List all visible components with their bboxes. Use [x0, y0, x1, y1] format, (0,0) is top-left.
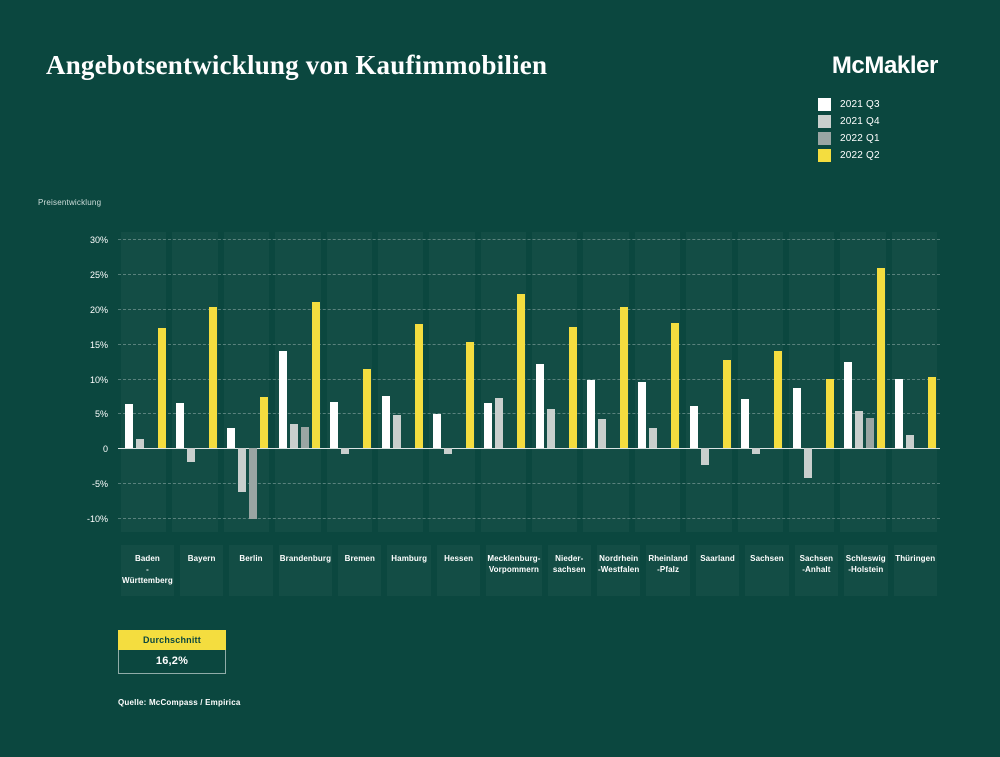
- y-tick-label: 10%: [89, 374, 108, 385]
- legend-swatch: [818, 149, 831, 162]
- bars: [118, 232, 169, 532]
- x-axis-label-line: sachsen: [552, 565, 586, 574]
- x-axis-label: [121, 545, 174, 596]
- legend-item-label: 2021 Q4: [840, 115, 880, 127]
- bar[interactable]: [895, 379, 903, 449]
- x-axis-label-line: Mecklenburg-: [487, 554, 541, 563]
- x-axis-label-line: Hamburg: [391, 554, 428, 563]
- x-axis-label: [597, 545, 640, 596]
- bar-group: [169, 232, 220, 532]
- x-axis-label: [229, 545, 272, 596]
- bar[interactable]: [587, 380, 595, 448]
- bar-group: [529, 232, 580, 532]
- x-axis-label-line: -Holstein: [848, 565, 884, 574]
- bar[interactable]: [844, 362, 852, 449]
- legend-item[interactable]: [818, 130, 938, 146]
- bar[interactable]: [125, 404, 133, 448]
- bar[interactable]: [341, 448, 349, 454]
- x-axis-label: [437, 545, 480, 596]
- bar[interactable]: [187, 448, 195, 461]
- plot-area: [86, 232, 940, 532]
- bar-group: [478, 232, 529, 532]
- x-axis-label: [180, 545, 223, 596]
- bar-groups: [118, 232, 940, 532]
- y-tick-label: 5%: [94, 409, 108, 420]
- x-axis-label-line: -Anhalt: [802, 565, 831, 574]
- bar[interactable]: [855, 411, 863, 449]
- x-axis-label-line: -Westfalen: [598, 565, 640, 574]
- bar[interactable]: [774, 351, 782, 449]
- x-axis-label-line: Sachsen: [799, 554, 834, 563]
- bar-group: [426, 232, 477, 532]
- bar[interactable]: [484, 403, 492, 448]
- source-note: Quelle: McCompass / Empirica: [118, 698, 241, 707]
- bar[interactable]: [598, 419, 606, 448]
- bar[interactable]: [290, 424, 298, 448]
- x-axis-labels: [118, 545, 940, 596]
- x-axis-label-line: Schleswig: [845, 554, 886, 563]
- legend-swatch: [818, 115, 831, 128]
- x-axis-label: [745, 545, 788, 596]
- x-axis-label-line: Thüringen: [895, 554, 936, 563]
- x-axis-label-line: Sachsen: [750, 554, 784, 563]
- x-axis-label-line: Vorpommern: [488, 565, 540, 574]
- bar[interactable]: [312, 302, 320, 448]
- x-axis-label: [338, 545, 381, 596]
- x-axis-label: [548, 545, 591, 596]
- x-axis-label: [696, 545, 739, 596]
- y-tick-label: 20%: [89, 304, 108, 315]
- bar[interactable]: [928, 377, 936, 448]
- x-axis-label-line: Rheinland: [648, 554, 688, 563]
- bar[interactable]: [906, 435, 914, 448]
- bar-group: [221, 232, 272, 532]
- bar[interactable]: [495, 398, 503, 448]
- bars: [324, 232, 375, 532]
- bar[interactable]: [804, 448, 812, 478]
- bar[interactable]: [433, 414, 441, 448]
- bars: [889, 232, 940, 532]
- y-tick-label: 25%: [89, 269, 108, 280]
- legend-swatch: [818, 132, 831, 145]
- x-axis-label: [486, 545, 541, 596]
- y-tick-label: -5%: [91, 479, 108, 490]
- bar[interactable]: [793, 388, 801, 449]
- legend-item[interactable]: [818, 113, 938, 129]
- bar[interactable]: [877, 268, 885, 448]
- average-label: Durchschnitt: [118, 630, 226, 650]
- bar[interactable]: [382, 396, 390, 448]
- x-axis-label: [279, 545, 332, 596]
- x-axis-label-line: Bremen: [344, 554, 375, 563]
- bar[interactable]: [620, 307, 628, 448]
- legend: [818, 96, 938, 164]
- bars: [375, 232, 426, 532]
- bar-group: [735, 232, 786, 532]
- bar[interactable]: [301, 427, 309, 449]
- bar[interactable]: [517, 294, 525, 448]
- bar-group: [375, 232, 426, 532]
- bars: [169, 232, 220, 532]
- x-axis-label: [844, 545, 887, 596]
- bar-group: [632, 232, 683, 532]
- bar[interactable]: [547, 409, 555, 448]
- bar-group: [837, 232, 888, 532]
- bar[interactable]: [444, 448, 452, 454]
- y-axis-title: Preisentwicklung: [38, 198, 102, 207]
- bar[interactable]: [569, 327, 577, 448]
- bars: [837, 232, 888, 532]
- x-axis-label: [646, 545, 689, 596]
- x-axis-label-line: Nordrhein: [599, 554, 639, 563]
- average-box: [118, 630, 226, 674]
- bar[interactable]: [158, 328, 166, 448]
- legend-swatch: [818, 98, 831, 111]
- x-axis-label-line: Saarland: [700, 554, 735, 563]
- bar[interactable]: [741, 399, 749, 449]
- x-axis-label-line: Hessen: [444, 554, 474, 563]
- bar[interactable]: [136, 439, 144, 448]
- bar[interactable]: [723, 360, 731, 449]
- average-value: 16,2%: [118, 650, 226, 674]
- bar-group: [118, 232, 169, 532]
- bar[interactable]: [752, 448, 760, 454]
- x-axis-label: [894, 545, 937, 596]
- bars: [478, 232, 529, 532]
- bar[interactable]: [238, 448, 246, 492]
- bar-group: [324, 232, 375, 532]
- bar[interactable]: [330, 402, 338, 449]
- bar[interactable]: [249, 448, 257, 519]
- bars: [683, 232, 734, 532]
- x-axis-label-line: -Württemberg: [122, 565, 173, 585]
- x-axis-label-line: Berlin: [239, 554, 263, 563]
- bar[interactable]: [701, 448, 709, 465]
- legend-item[interactable]: [818, 147, 938, 163]
- bar-group: [889, 232, 940, 532]
- bar-group: [580, 232, 631, 532]
- x-axis-label: [387, 545, 430, 596]
- bar[interactable]: [638, 382, 646, 448]
- bars: [426, 232, 477, 532]
- bars: [529, 232, 580, 532]
- y-tick-label: 30%: [89, 234, 108, 245]
- y-tick-label: 0: [102, 444, 108, 455]
- bar[interactable]: [227, 428, 235, 448]
- bar[interactable]: [176, 403, 184, 448]
- bars: [272, 232, 323, 532]
- bar[interactable]: [826, 379, 834, 449]
- legend-item-label: 2022 Q1: [840, 132, 880, 144]
- x-axis-label: [795, 545, 838, 596]
- bar[interactable]: [466, 342, 474, 448]
- y-tick-label: 15%: [89, 339, 108, 350]
- bars: [786, 232, 837, 532]
- bar[interactable]: [649, 428, 657, 448]
- x-axis-label-line: -Pfalz: [657, 565, 680, 574]
- legend-item[interactable]: [818, 96, 938, 112]
- bars: [580, 232, 631, 532]
- bar-group: [272, 232, 323, 532]
- bars: [735, 232, 786, 532]
- brand-logo: McMakler: [831, 52, 938, 79]
- bar[interactable]: [690, 406, 698, 448]
- x-axis-label-line: Baden: [134, 554, 160, 563]
- legend-item-label: 2022 Q2: [840, 149, 880, 161]
- bar-group: [786, 232, 837, 532]
- bar[interactable]: [415, 324, 423, 448]
- x-axis-label-line: Nieder-: [555, 554, 584, 563]
- x-axis-label-line: Bayern: [187, 554, 216, 563]
- y-tick-label: -10%: [86, 514, 108, 525]
- bar[interactable]: [393, 415, 401, 448]
- bars: [632, 232, 683, 532]
- legend-item-label: 2021 Q3: [840, 98, 880, 110]
- bar[interactable]: [209, 307, 217, 449]
- bars: [221, 232, 272, 532]
- bar[interactable]: [671, 323, 679, 448]
- bar[interactable]: [866, 418, 874, 448]
- x-axis-label-line: Brandenburg: [279, 554, 332, 563]
- bar[interactable]: [279, 351, 287, 448]
- bar[interactable]: [536, 364, 544, 448]
- bar-group: [683, 232, 734, 532]
- page-title: Angebotsentwicklung von Kaufimmobilien: [46, 50, 548, 80]
- bar[interactable]: [363, 369, 371, 448]
- bar[interactable]: [260, 397, 268, 448]
